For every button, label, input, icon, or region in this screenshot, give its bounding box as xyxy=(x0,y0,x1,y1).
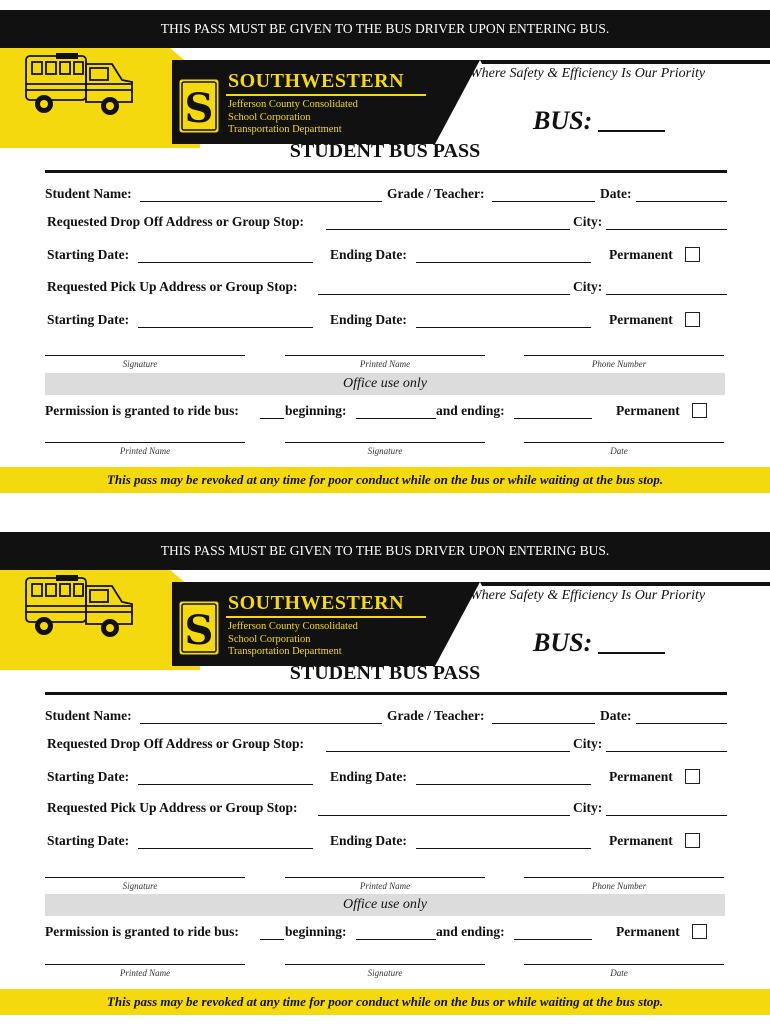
beginning-label: beginning: xyxy=(285,403,347,418)
brand-name: SOUTHWESTERN xyxy=(228,70,405,92)
office-signature-caption: Signature xyxy=(367,968,403,978)
dropoff-row xyxy=(0,214,770,234)
student-name-label: Student Name: xyxy=(45,186,132,201)
office-printed-name-caption: Printed Name xyxy=(119,446,171,456)
dept-line-2: School Corporation xyxy=(228,111,311,123)
pickup-row xyxy=(0,279,770,299)
school-bus-icon xyxy=(22,50,137,118)
dropoff-label: Requested Drop Off Address or Group Stop: xyxy=(47,214,305,229)
pickup-starting-date-field[interactable] xyxy=(138,327,313,328)
office-signature-caption: Signature xyxy=(367,446,403,456)
dropoff-city-field[interactable] xyxy=(606,229,727,230)
pickup-field[interactable] xyxy=(318,815,570,816)
tagline: Where Safety & Efficiency Is Our Priority xyxy=(470,66,706,81)
student-info-row xyxy=(0,186,770,206)
beginning-field[interactable] xyxy=(356,418,436,419)
dropoff-ending-date-label: Ending Date: xyxy=(330,769,407,784)
brand-name: SOUTHWESTERN xyxy=(228,592,405,614)
parent-signature-field[interactable] xyxy=(45,877,245,878)
form-title: STUDENT BUS PASS xyxy=(289,140,481,162)
dropoff-ending-date-field[interactable] xyxy=(416,262,591,263)
grade-teacher-field[interactable] xyxy=(492,723,595,724)
title-rule xyxy=(45,170,727,173)
pickup-label: Requested Pick Up Address or Group Stop: xyxy=(47,800,298,815)
pickup-city-field[interactable] xyxy=(606,294,727,295)
and-ending-field[interactable] xyxy=(514,418,592,419)
parent-printed-name-field[interactable] xyxy=(285,355,485,356)
svg-text:S: S xyxy=(184,607,214,654)
parent-signature-field[interactable] xyxy=(45,355,245,356)
phone-number-caption: Phone Number xyxy=(591,881,647,891)
office-printed-name-field[interactable] xyxy=(45,964,245,965)
dept-line-2: School Corporation xyxy=(228,633,311,645)
permission-label: Permission is granted to ride bus: xyxy=(45,924,239,939)
dropoff-starting-date-field[interactable] xyxy=(138,262,313,263)
pickup-permanent-checkbox[interactable] xyxy=(685,312,700,327)
bus-pass-1 xyxy=(0,10,770,500)
and-ending-field[interactable] xyxy=(514,939,592,940)
dropoff-starting-date-label: Starting Date: xyxy=(47,769,130,784)
date-label: Date: xyxy=(600,186,632,201)
dropoff-city-label: City: xyxy=(573,214,603,229)
bus-pass-2 xyxy=(0,532,770,1022)
dropoff-city-field[interactable] xyxy=(606,751,727,752)
permission-row xyxy=(0,924,770,944)
dropoff-ending-date-field[interactable] xyxy=(416,784,591,785)
dropoff-permanent-checkbox[interactable] xyxy=(685,769,700,784)
department-block xyxy=(228,99,358,137)
pickup-city-field[interactable] xyxy=(606,815,727,816)
dropoff-dates-row xyxy=(0,247,770,267)
dropoff-starting-date-field[interactable] xyxy=(138,784,313,785)
permission-label: Permission is granted to ride bus: xyxy=(45,403,239,418)
pickup-label: Requested Pick Up Address or Group Stop: xyxy=(47,279,298,294)
dropoff-permanent-checkbox[interactable] xyxy=(685,247,700,262)
school-bus-icon xyxy=(22,572,137,640)
printed-name-caption: Printed Name xyxy=(359,881,411,891)
office-permanent-label: Permanent xyxy=(616,403,680,418)
dept-line-1: Jefferson County Consolidated xyxy=(228,621,358,632)
bus-number-field[interactable] xyxy=(598,652,665,654)
bus-number-label: BUS: xyxy=(533,106,593,135)
pickup-dates-row xyxy=(0,312,770,332)
southwestern-s-logo xyxy=(178,78,220,134)
permission-bus-field[interactable] xyxy=(260,939,284,940)
dropoff-row xyxy=(0,736,770,756)
office-printed-name-caption: Printed Name xyxy=(119,968,171,978)
bus-number-field[interactable] xyxy=(598,130,665,132)
brand-underline xyxy=(226,94,426,96)
dropoff-permanent-label: Permanent xyxy=(609,247,673,262)
and-ending-label: and ending: xyxy=(436,924,505,939)
pickup-city-label: City: xyxy=(573,800,603,815)
pickup-city-label: City: xyxy=(573,279,603,294)
permission-bus-field[interactable] xyxy=(260,418,284,419)
office-signature-field[interactable] xyxy=(285,442,485,443)
revoke-notice: This pass may be revoked at any time for poor conduct while on the bus or while waiting at the bus stop. xyxy=(0,467,770,493)
office-date-caption: Date xyxy=(610,446,628,456)
dropoff-label: Requested Drop Off Address or Group Stop: xyxy=(47,736,305,751)
student-name-label: Student Name: xyxy=(45,708,132,723)
dropoff-field[interactable] xyxy=(326,751,570,752)
form-title: STUDENT BUS PASS xyxy=(289,662,481,684)
dept-line-3: Transportation Department xyxy=(228,646,342,657)
office-date-field[interactable] xyxy=(524,442,724,443)
dropoff-permanent-label: Permanent xyxy=(609,769,673,784)
dept-line-1: Jefferson County Consolidated xyxy=(228,99,358,110)
office-date-caption: Date xyxy=(610,968,628,978)
signature-caption: Signature xyxy=(122,881,158,891)
office-use-banner: Office use only xyxy=(45,373,725,395)
beginning-label: beginning: xyxy=(285,924,347,939)
grade-teacher-label: Grade / Teacher: xyxy=(387,186,485,201)
revoke-notice: This pass may be revoked at any time for poor conduct while on the bus or while waiting at the bus stop. xyxy=(0,989,770,1015)
dropoff-starting-date-label: Starting Date: xyxy=(47,247,130,262)
pickup-row xyxy=(0,800,770,820)
office-use-banner: Office use only xyxy=(45,894,725,916)
office-permanent-checkbox[interactable] xyxy=(692,403,707,418)
southwestern-s-logo xyxy=(178,600,220,656)
dropoff-field[interactable] xyxy=(326,229,570,230)
pickup-permanent-label: Permanent xyxy=(609,833,673,848)
beginning-field[interactable] xyxy=(356,939,436,940)
printed-name-caption: Printed Name xyxy=(359,359,411,369)
permission-row xyxy=(0,403,770,423)
bus-number-label: BUS: xyxy=(533,628,593,657)
office-date-field[interactable] xyxy=(524,964,724,965)
pickup-permanent-checkbox[interactable] xyxy=(685,833,700,848)
pickup-permanent-label: Permanent xyxy=(609,312,673,327)
department-block xyxy=(228,621,358,659)
grade-teacher-field[interactable] xyxy=(492,201,595,202)
student-info-row xyxy=(0,708,770,728)
dropoff-ending-date-label: Ending Date: xyxy=(330,247,407,262)
pickup-field[interactable] xyxy=(318,294,570,295)
office-signature-field[interactable] xyxy=(285,964,485,965)
pickup-starting-date-field[interactable] xyxy=(138,848,313,849)
svg-text:S: S xyxy=(184,85,214,132)
pickup-starting-date-label: Starting Date: xyxy=(47,833,130,848)
brand-underline xyxy=(226,616,426,618)
pickup-ending-date-field[interactable] xyxy=(416,327,591,328)
office-permanent-checkbox[interactable] xyxy=(692,924,707,939)
date-field[interactable] xyxy=(636,201,727,202)
title-rule xyxy=(45,692,727,695)
date-field[interactable] xyxy=(636,723,727,724)
office-printed-name-field[interactable] xyxy=(45,442,245,443)
pickup-starting-date-label: Starting Date: xyxy=(47,312,130,327)
pass-header-bar: THIS PASS MUST BE GIVEN TO THE BUS DRIVER UPON ENTERING BUS. xyxy=(0,10,770,48)
dropoff-dates-row xyxy=(0,769,770,789)
date-label: Date: xyxy=(600,708,632,723)
phone-number-field[interactable] xyxy=(524,355,724,356)
dept-line-3: Transportation Department xyxy=(228,124,342,135)
student-name-field[interactable] xyxy=(140,723,382,724)
office-permanent-label: Permanent xyxy=(616,924,680,939)
pickup-dates-row xyxy=(0,833,770,853)
parent-printed-name-field[interactable] xyxy=(285,877,485,878)
signature-caption: Signature xyxy=(122,359,158,369)
student-name-field[interactable] xyxy=(140,201,382,202)
grade-teacher-label: Grade / Teacher: xyxy=(387,708,485,723)
pickup-ending-date-field[interactable] xyxy=(416,848,591,849)
pass-header-bar: THIS PASS MUST BE GIVEN TO THE BUS DRIVER UPON ENTERING BUS. xyxy=(0,532,770,570)
phone-number-caption: Phone Number xyxy=(591,359,647,369)
pickup-ending-date-label: Ending Date: xyxy=(330,312,407,327)
dropoff-city-label: City: xyxy=(573,736,603,751)
and-ending-label: and ending: xyxy=(436,403,505,418)
pickup-ending-date-label: Ending Date: xyxy=(330,833,407,848)
phone-number-field[interactable] xyxy=(524,877,724,878)
tagline: Where Safety & Efficiency Is Our Priority xyxy=(470,588,706,603)
